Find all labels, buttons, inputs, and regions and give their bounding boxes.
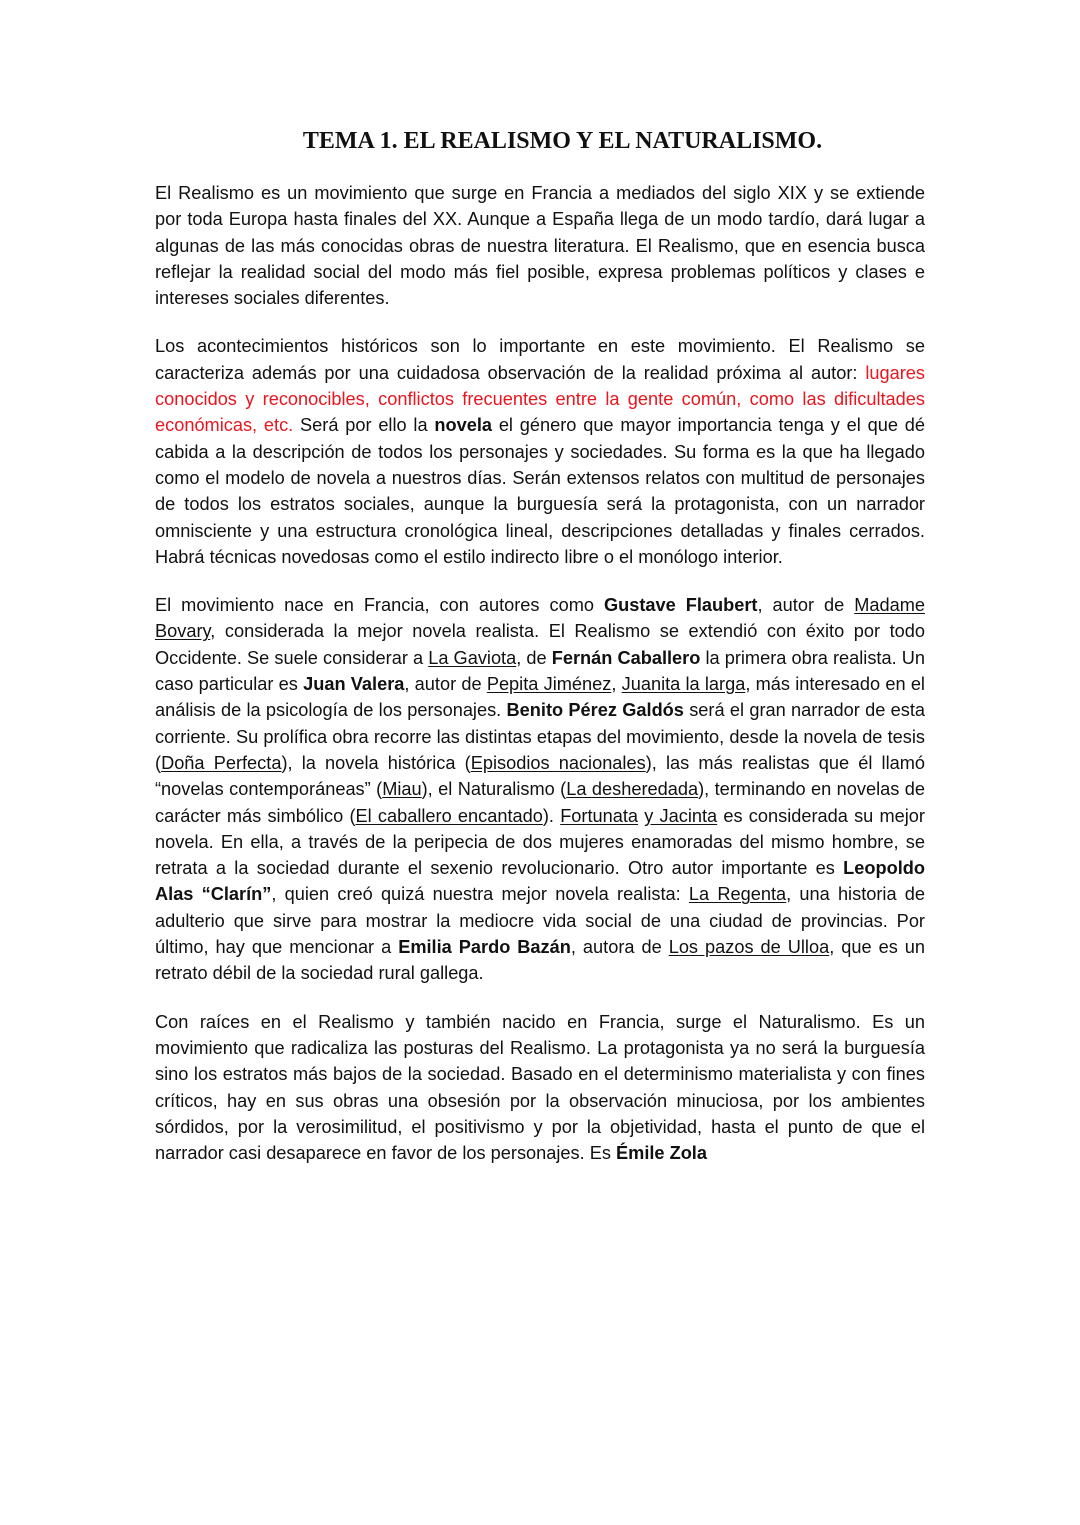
text-span: Los acontecimientos históricos son lo importante en este movimiento. El Realismo se caracteriza además por una cuidadosa observación de la realidad próxima al autor: [155,336,925,383]
text-span: Con raíces en el Realismo y también nacido en Francia, surge el Naturalismo. Es un movimiento que radicaliza las posturas del Realismo. La protagonista ya no será la burguesía sino los estratos más bajos de la sociedad. Basado en el determinismo materialista y con fines críticos, hay en sus obras una obsesión por la observación minuciosa, por los ambientes sórdidos, por la verosimilitud, el positivismo y por la objetividad, hasta el punto de que el narrador casi desaparece en favor de los personajes. Es [155,1011,925,1164]
work-title: La Gaviota [428,647,517,668]
text-span: , que es un retrato débil de la sociedad rural gallega. [155,937,926,984]
text-span: es considerada su mejor novela. En ella, a través de la peripecia de dos mujeres enamoradas del mismo hombre, se retrata a la sociedad durante el sexenio revolucionario. Otro autor importante es [155,805,925,879]
text-span: , quien creó quizá nuestra mejor novela realista: [271,884,689,905]
work-title: Miau [382,779,422,800]
paragraph-characteristics [155,333,925,570]
text-span: , autora de [570,937,669,958]
work-title: Madame Bovary [155,595,925,642]
page-title: TEMA 1. EL REALISMO Y EL NATURALISMO. [302,128,823,154]
paragraph-intro: El Realismo es un movimiento que surge en Francia a mediados del siglo XIX y se extiende por toda Europa hasta finales del XX. Aunque a España llega de un modo tardío, dará lugar a algunas de las más conocidas obras de nuestra literatura. El Realismo, que en esencia busca reflejar la realidad social del modo más fiel posible, expresa problemas políticos y clases e intereses sociales diferentes. [155,183,925,309]
paragraph-naturalism [155,1009,925,1167]
author-name: Fernán Caballero [551,647,701,668]
text-span: Será por ello la [293,415,435,436]
text-span: , autor de [757,595,855,616]
text-span: , considerada la mejor novela realista. El Realismo se extendió con éxito por todo Occidente. Se suele considerar a [155,621,925,668]
work-title: Episodios nacionales [470,752,646,773]
bold-term: novela [434,415,493,436]
work-title: El caballero encantado [355,805,543,826]
work-title: Doña Perfecta [161,752,282,773]
work-title: Los pazos de Ulloa [668,937,830,958]
work-title: Pepita Jiménez [486,674,612,695]
text-span: ), las más realistas que él llamó “novelas contemporáneas” ( [155,752,926,800]
text-span: , [611,674,622,695]
text-span: ), el Naturalismo ( [421,779,567,800]
text-span: el género que mayor importancia tenga y el que dé cabida a la descripción de todos los personajes y sociedades. Su forma es la que ha llegado como el modelo de novela a nuestros días. Serán extensos relatos con multitud de personajes de todos los estratos sociales, aunque la burguesía será la protagonista, con un narrador omnisciente y una estructura cronológica lineal, descripciones detalladas y finales cerrados. Habrá técnicas novedosas como el estilo indirecto libre o el monólogo interior. [155,415,926,567]
author-name: Gustave Flaubert [603,595,758,616]
text-span: , de [516,647,552,668]
highlighted-text: lugares conocidos y reconocibles, conflictos frecuentes entre la gente común, como las dificultades económicas, etc. [155,362,925,436]
work-title: y Jacinta [644,805,718,826]
text-span: , una historia de adulterio que sirve para mostrar la mediocre vida social de una ciudad de provincias. Por último, hay que mencionar a [155,884,926,958]
author-name: Emilia Pardo Bazán [398,937,571,958]
work-title: La Regenta [688,884,787,905]
text-span: ). [542,805,561,826]
text-span: , autor de [404,674,487,695]
author-name: Émile Zola [616,1143,707,1164]
text-span: El movimiento nace en Francia, con autores como [155,595,604,616]
work-title: La desheredada [566,779,699,800]
paragraph-authors [155,592,925,986]
work-title: Fortunata [560,805,639,826]
document-body [155,180,925,1188]
text-span: ), la novela histórica ( [281,752,471,773]
author-name: Leopoldo Alas “Clarín” [155,858,925,905]
text-span: , más interesado en el análisis de la psicología de los personajes. [155,674,925,721]
text-span: la primera obra realista. Un caso particular es [155,647,926,695]
text-span: será el gran narrador de esta corriente. Su prolífica obra recorre las distintas etapas del movimiento, desde la novela de tesis ( [155,700,925,773]
work-title: Juanita la larga [621,674,746,695]
text-span: ), terminando en novelas de carácter más simbólico ( [155,779,926,826]
author-name: Benito Pérez Galdós [506,700,684,721]
author-name: Juan Valera [303,674,405,695]
